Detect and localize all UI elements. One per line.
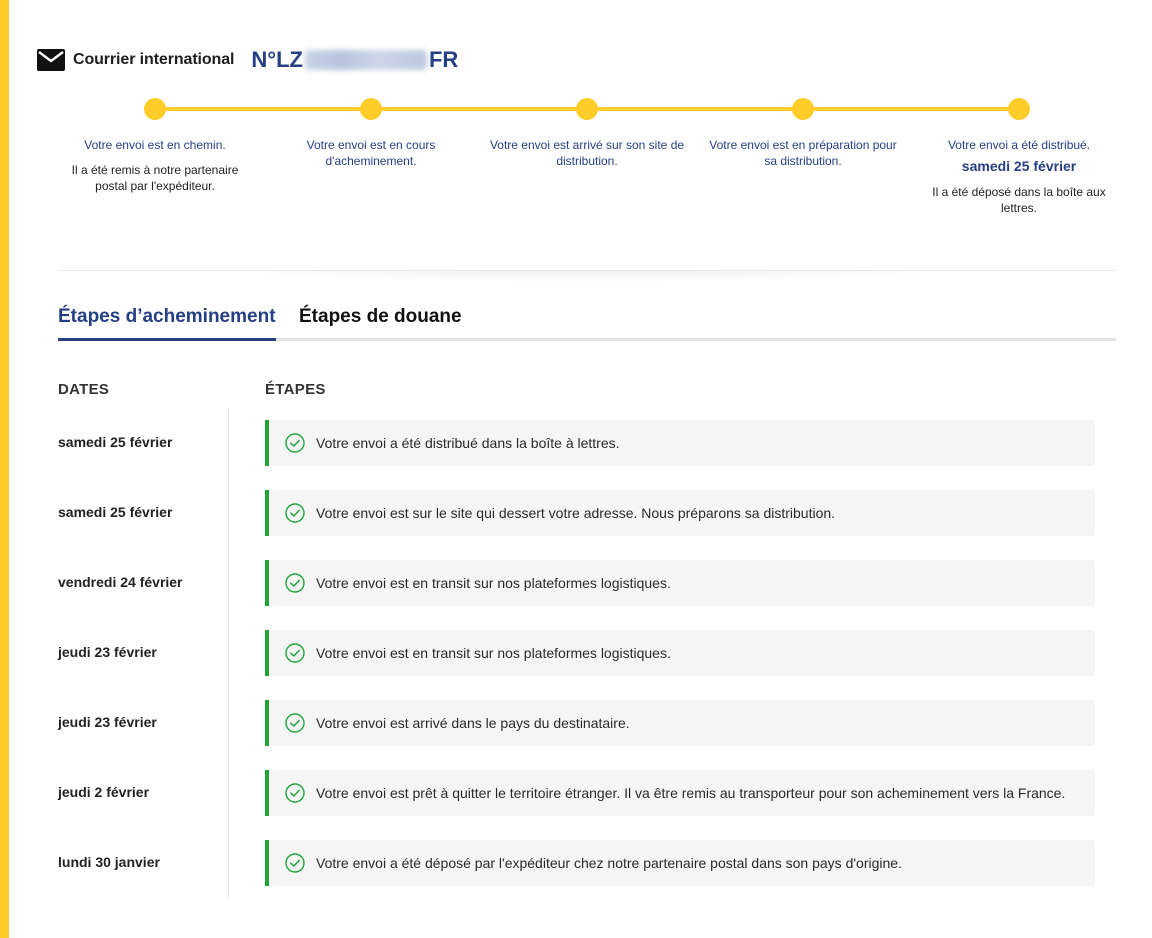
tracking-number	[251, 47, 458, 73]
table-row	[265, 490, 1095, 536]
row-text: Votre envoi a été déposé par l'expéditeur chez notre partenaire postal dans son pays d'origine.	[316, 855, 902, 871]
progress-dot-5	[1008, 98, 1030, 120]
row-text: Votre envoi est sur le site qui dessert votre adresse. Nous préparons sa distribution.	[316, 505, 836, 521]
row-date: samedi 25 février	[58, 504, 173, 520]
row-date: jeudi 23 février	[58, 714, 157, 730]
table-row	[265, 560, 1095, 606]
row-text: Votre envoi est en transit sur nos plateformes logistiques.	[316, 645, 671, 661]
step-title: Votre envoi est arrivé sur son site de distribution.	[489, 138, 685, 168]
step-description: Il a été déposé dans la boîte aux lettres.	[932, 185, 1106, 215]
row-text: Votre envoi est prêt à quitter le territoire étranger. Il va être remis au transporteur pour son acheminement vers la France.	[316, 785, 1066, 801]
tracking-prefix: N°LZ	[251, 47, 303, 72]
check-circle-icon	[285, 433, 305, 453]
table-row	[265, 700, 1095, 746]
row-text: Votre envoi est arrivé dans le pays du destinataire.	[316, 715, 630, 731]
progress-dot-2	[360, 98, 382, 120]
service-name: Courrier international	[73, 51, 235, 68]
progress-dot-4	[792, 98, 814, 120]
step-description: Il a été remis à notre partenaire postal par l'expéditeur.	[71, 163, 239, 193]
step-title: Votre envoi est en cours d'acheminement.	[306, 138, 436, 168]
column-separator	[228, 408, 229, 898]
check-circle-icon	[285, 853, 305, 873]
envelope-icon	[37, 49, 65, 71]
check-circle-icon	[285, 713, 305, 733]
progress-dot-1	[144, 98, 166, 120]
progress-step-4	[703, 137, 903, 169]
step-date: samedi 25 février	[961, 158, 1077, 174]
progress-step-5	[919, 137, 1119, 216]
progress-step-1	[55, 137, 255, 194]
tabs-bar	[58, 306, 1116, 341]
progress-dot-3	[576, 98, 598, 120]
progress-step-3	[487, 137, 687, 169]
table-row	[265, 770, 1095, 816]
tracking-redacted	[305, 50, 427, 70]
row-date: jeudi 2 février	[58, 784, 150, 800]
tab-douane[interactable]: Étapes de douane	[299, 306, 462, 327]
table-row	[265, 420, 1095, 466]
row-date: lundi 30 janvier	[58, 854, 160, 870]
shipment-header	[37, 46, 458, 74]
step-title: Votre envoi a été distribué.	[947, 138, 1091, 152]
column-header-etapes: ÉTAPES	[265, 381, 326, 398]
row-date: vendredi 24 février	[58, 574, 183, 590]
step-title: Votre envoi est en chemin.	[84, 138, 226, 152]
row-text: Votre envoi a été distribué dans la boîte à lettres.	[316, 435, 620, 451]
column-header-dates: DATES	[58, 381, 110, 398]
progress-step-2	[271, 137, 471, 169]
row-date: jeudi 23 février	[58, 644, 157, 660]
table-row	[265, 840, 1095, 886]
tracking-suffix: FR	[428, 47, 459, 72]
check-circle-icon	[285, 573, 305, 593]
divider-shadow	[209, 271, 969, 283]
row-text: Votre envoi est en transit sur nos plateformes logistiques.	[316, 575, 671, 591]
check-circle-icon	[285, 783, 305, 803]
row-date: samedi 25 février	[58, 434, 173, 450]
step-title: Votre envoi est en préparation pour sa distribution.	[709, 138, 897, 168]
check-circle-icon	[285, 503, 305, 523]
check-circle-icon	[285, 643, 305, 663]
table-row	[265, 630, 1095, 676]
tab-acheminement[interactable]: Étapes d’acheminement	[58, 306, 276, 341]
